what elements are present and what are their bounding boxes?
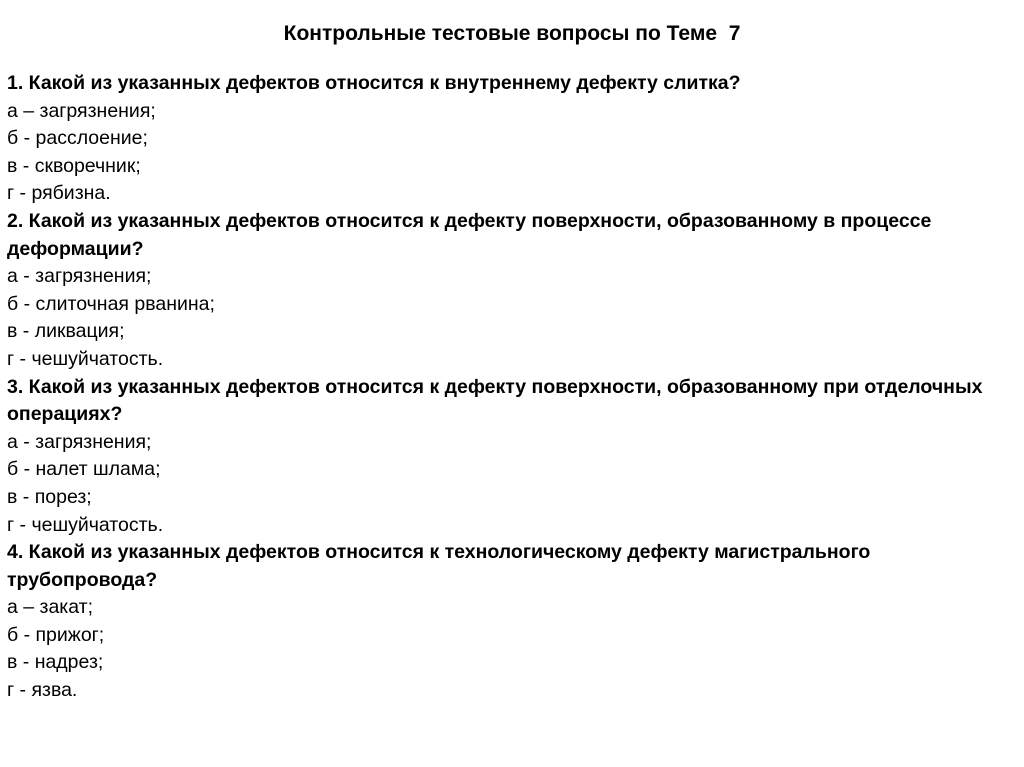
answer-option: б - прижог; <box>7 623 105 646</box>
answer-option: а - загрязнения; <box>7 265 152 288</box>
question-text: 2. Какой из указанных дефектов относится к дефекту поверхности, образованному в процессе деформации? <box>7 209 932 260</box>
question-block <box>7 70 1017 208</box>
answer-option: г - рябизна. <box>7 182 111 205</box>
answer-option: г - чешуйчатость. <box>7 347 164 370</box>
answer-option: а – закат; <box>7 596 94 619</box>
answer-option: б - налет шлама; <box>7 458 161 481</box>
question-block <box>7 539 1017 705</box>
questions-list <box>7 70 1017 705</box>
answer-option: г - язва. <box>7 679 78 702</box>
answer-option: в - ликвация; <box>7 320 125 343</box>
slide-title: Контрольные тестовые вопросы по Теме 7 <box>283 22 741 45</box>
answer-option: в - скворечник; <box>7 154 141 177</box>
answer-option: а - загрязнения; <box>7 430 152 453</box>
question-block <box>7 208 1017 374</box>
answer-option: б - расслоение; <box>7 127 148 150</box>
answer-option: б - слиточная рванина; <box>7 292 215 315</box>
answer-option: в - порез; <box>7 485 92 508</box>
question-block <box>7 374 1017 540</box>
answer-option: г - чешуйчатость. <box>7 513 164 536</box>
question-text: 3. Какой из указанных дефектов относится к дефекту поверхности, образованному при отделочных операциях? <box>7 375 983 426</box>
answer-option: в - надрез; <box>7 651 104 674</box>
answer-option: а – загрязнения; <box>7 99 156 122</box>
question-text: 1. Какой из указанных дефектов относится к внутреннему дефекту слитка? <box>7 72 741 94</box>
question-text: 4. Какой из указанных дефектов относится к технологическому дефекту магистрального трубопровода? <box>7 541 871 591</box>
